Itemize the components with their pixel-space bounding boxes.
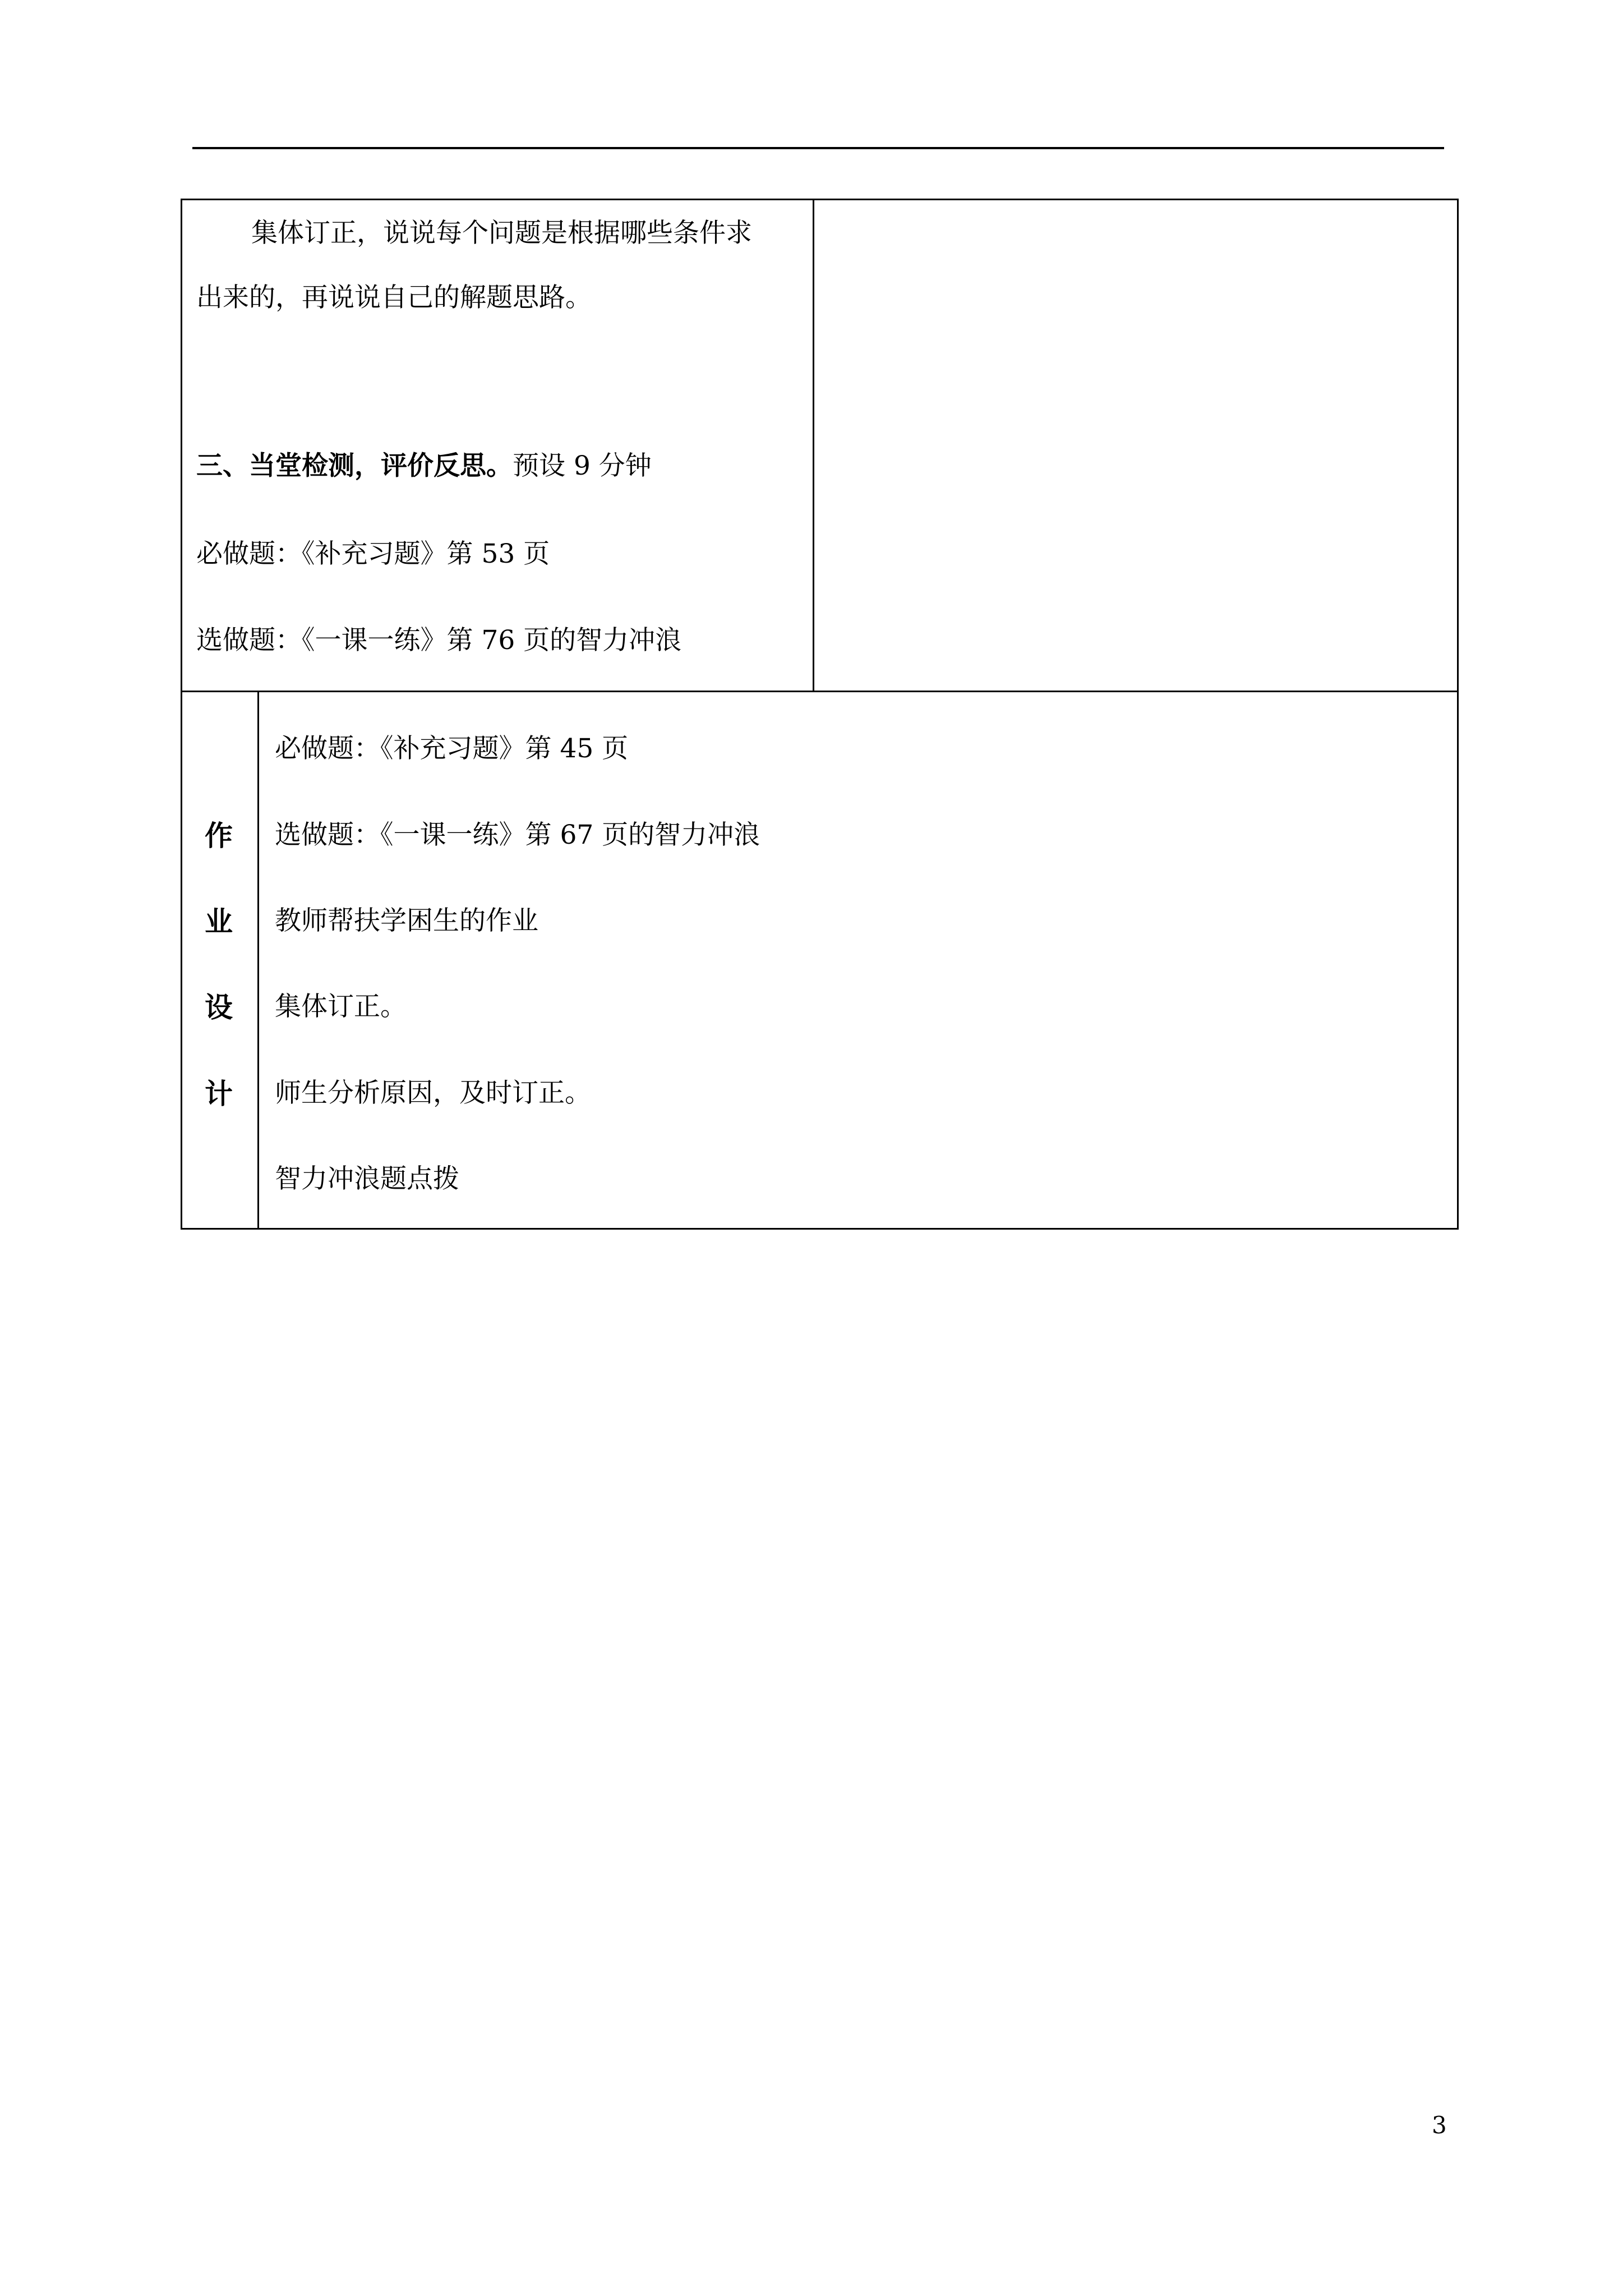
- homework-line: 智力冲浪题点拨: [275, 1163, 459, 1194]
- homework-content-cell: [257, 691, 1459, 1230]
- correction-line-2: 出来的，再说说自己的解题思路。: [196, 282, 592, 313]
- homework-line: 教师帮扶学困生的作业: [275, 905, 538, 936]
- page-number: 3: [1432, 2111, 1447, 2139]
- header-rule: [192, 147, 1444, 149]
- optional-exercise: 选做题：《一课一练》第 76 页的智力冲浪: [196, 625, 682, 656]
- label-char-3: 设: [205, 991, 233, 1024]
- required-exercise: 必做题：《补充习题》第 53 页: [196, 539, 550, 569]
- homework-line: 集体订正。: [275, 991, 407, 1022]
- notes-cell: [813, 199, 1459, 692]
- lesson-cell: [181, 199, 814, 692]
- homework-line: 选做题：《一课一练》第 67 页的智力冲浪: [275, 820, 760, 850]
- homework-line: 必做题：《补充习题》第 45 页: [275, 733, 629, 764]
- correction-line-1: 集体订正，说说每个问题是根据哪些条件求: [251, 218, 752, 249]
- label-char-4: 计: [205, 1078, 233, 1110]
- label-char-1: 作: [205, 820, 233, 852]
- homework-line: 师生分析原因，及时订正。: [275, 1078, 591, 1108]
- section-time: 预设 9 分钟: [513, 450, 652, 481]
- homework-label-cell: [181, 691, 259, 1230]
- section-heading: 三、当堂检测，评价反思。: [196, 450, 513, 481]
- label-char-2: 业: [205, 905, 233, 938]
- section-heading-line: [196, 450, 652, 481]
